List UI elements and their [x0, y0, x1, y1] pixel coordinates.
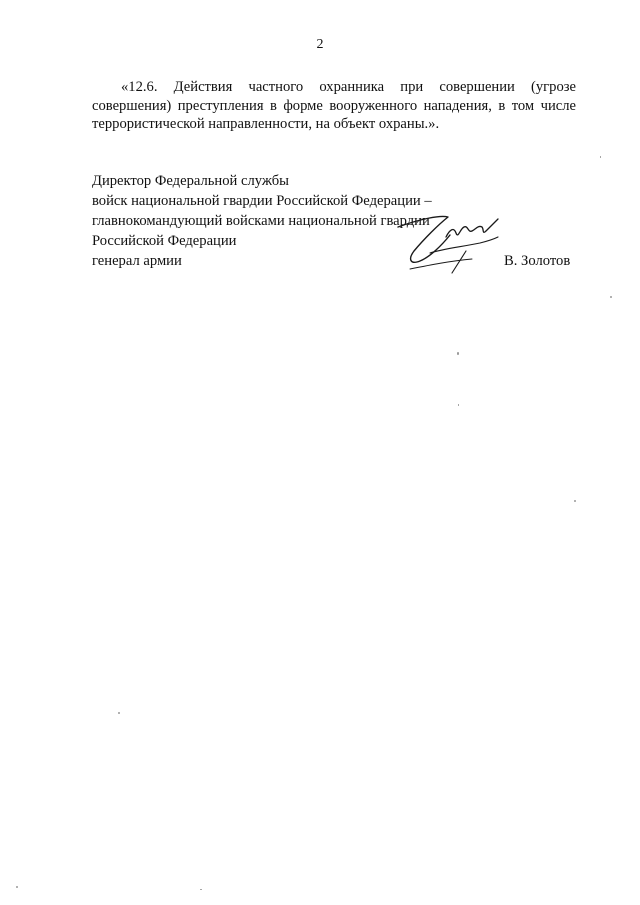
handwritten-signature	[390, 203, 502, 275]
scan-speck	[16, 886, 18, 888]
signatory-title-line-4: Российской Федерации	[92, 233, 237, 249]
signatory-title-line-3: главнокомандующий войсками национальной гвардии	[92, 213, 430, 229]
signatory-title-line-2: войск национальной гвардии Российской Федерации –	[92, 193, 432, 209]
scan-speck	[574, 500, 576, 502]
signatory-name: В. Золотов	[504, 253, 571, 269]
scan-speck	[457, 352, 459, 355]
scan-speck	[600, 156, 601, 158]
signatory-title-line-5: генерал армии	[92, 253, 182, 269]
scan-speck	[118, 712, 120, 714]
scan-speck	[458, 404, 459, 406]
scan-speck	[200, 889, 202, 890]
page-number: 2	[316, 37, 324, 52]
body-paragraph: «12.6. Действия частного охранника при совершении (угрозе совершения) преступления в форме вооруженного нападения, в том числе террористической направленности, на объект охраны.».	[92, 79, 576, 133]
scan-speck	[610, 296, 612, 298]
signatory-title-line-1: Директор Федеральной службы	[92, 173, 289, 189]
